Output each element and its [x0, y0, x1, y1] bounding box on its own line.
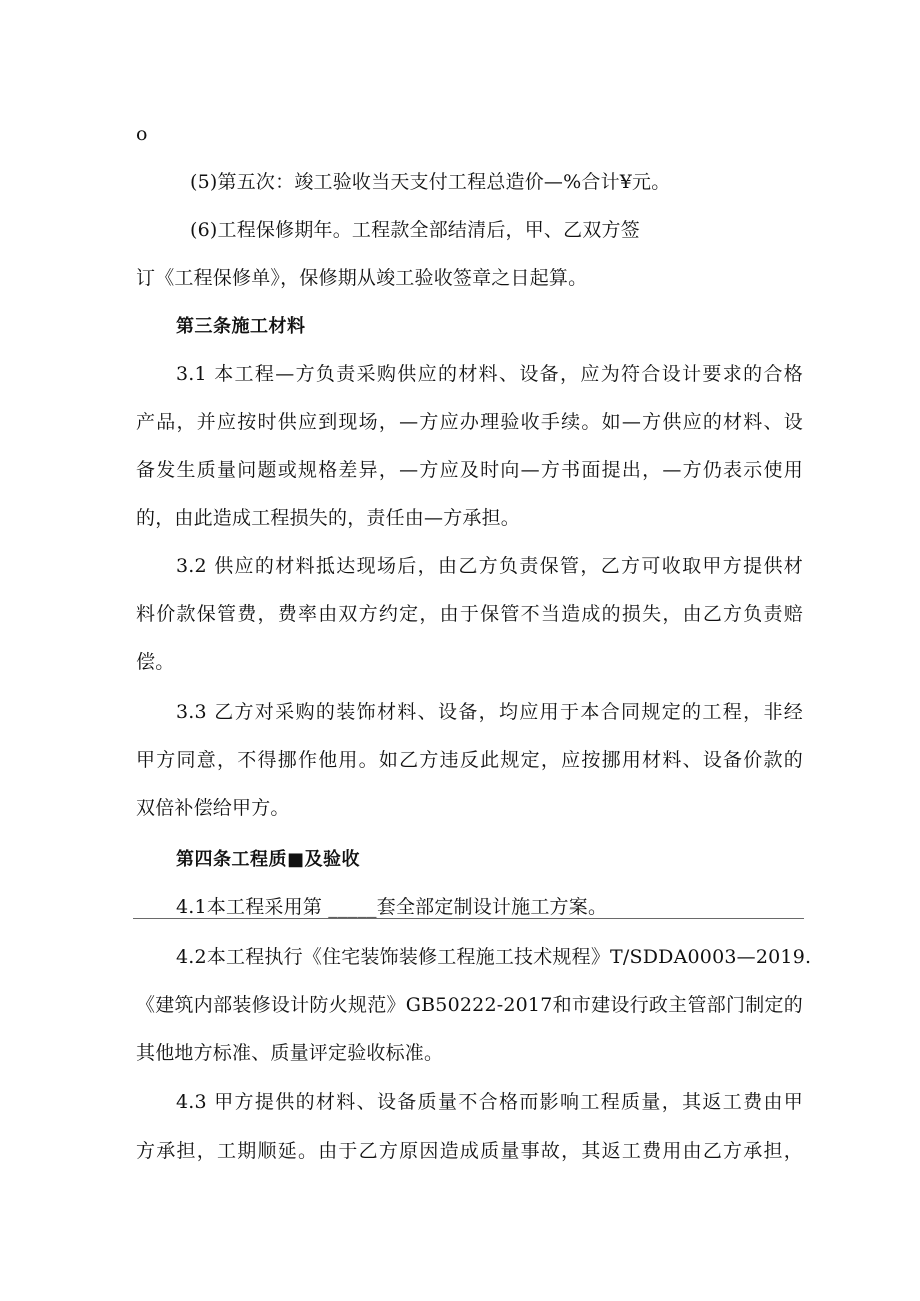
clause-4-1: 4.1本工程采用第 _____套全部定制设计施工方案。: [176, 896, 608, 918]
text-line-fragment: o: [136, 123, 148, 145]
clause-3-2-line-2: 料价款保管费，费率由双方约定，由于保管不当造成的损失，由乙方负责赔: [136, 603, 803, 625]
warranty-clause-6: (6)工程保修期年。工程款全部结清后，甲、乙双方签: [190, 219, 640, 241]
clause-3-3-line-2: 甲方同意，不得挪作他用。如乙方违反此规定，应按挪用材料、设备价款的: [136, 749, 803, 771]
clause-4-3-line-1: 4.3 甲方提供的材料、设备质量不合格而影响工程质量，其返工费由甲: [176, 1091, 803, 1113]
clause-3-2-line-3: 偿。: [136, 651, 175, 673]
section-heading-quality: 第四条工程质■及验收: [176, 849, 361, 870]
clause-4-2-line-2: 《建筑内部装修设计防火规范》GB50222-2017和市建设行政主管部门制定的: [136, 994, 803, 1016]
clause-4-3-line-2: 方承担，工期顺延。由于乙方原因造成质量事故，其返工费用由乙方承担，: [136, 1140, 803, 1162]
clause-4-2-line-1: 4.2本工程执行《住宅装饰装修工程施工技术规程》T/SDDA0003—2019.: [176, 946, 812, 968]
clause-3-3-line-3: 双倍补偿给甲方。: [136, 797, 290, 819]
clause-3-1-line-2: 产品，并应按时供应到现场，—方应办理验收手续。如—方供应的材料、设: [136, 411, 803, 433]
clause-3-2-line-1: 3.2 供应的材料抵达现场后，由乙方负责保管，乙方可收取甲方提供材: [176, 555, 803, 577]
clause-3-1-line-3: 备发生质量问题或规格差异，—方应及时向—方书面提出，—方仍表示使用: [136, 459, 803, 481]
warranty-clause-6-cont: 订《工程保修单》，保修期从竣工验收签章之日起算。: [136, 267, 588, 289]
clause-3-1-line-1: 3.1 本工程—方负责采购供应的材料、设备，应为符合设计要求的合格: [176, 363, 803, 385]
clause-3-1-line-4: 的，由此造成工程损失的，责任由—方承担。: [136, 507, 521, 529]
payment-clause-5: (5)第五次：竣工验收当天支付工程总造价—%合计¥元。: [190, 171, 671, 193]
divider-line: [133, 918, 804, 919]
clause-4-2-line-3: 其他地方标准、质量评定验收标准。: [136, 1042, 444, 1064]
section-heading-materials: 第三条施工材料: [176, 316, 306, 337]
clause-3-3-line-1: 3.3 乙方对采购的装饰材料、设备，均应用于本合同规定的工程，非经: [176, 701, 803, 723]
